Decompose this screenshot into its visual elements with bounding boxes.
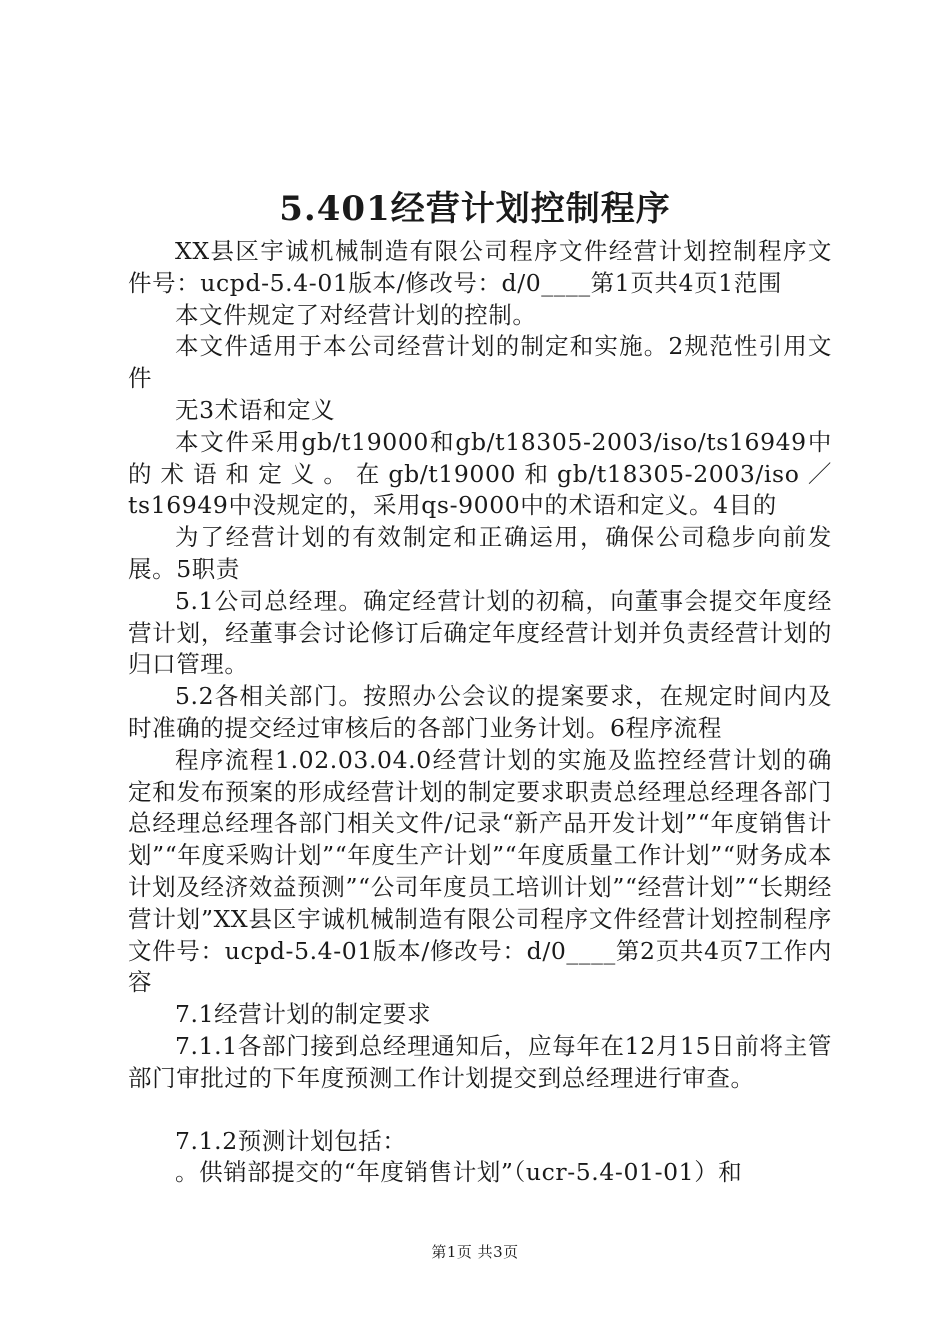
paragraph-section-7-1-2: 7.1.2预测计划包括：: [175, 1126, 407, 1155]
paragraph-section-7-1-1: 7.1.1各部门接到总经理通知后，应每年在12月15日前将主管部门审批过的下年度预测工作计划提交到总经理进行审查。: [128, 1031, 832, 1092]
paragraph-sales-plan: 。供销部提交的“年度销售计划”（ucr-5.4-01-01）和: [175, 1158, 743, 1187]
paragraph-duty-gm: 5.1公司总经理。确定经营计划的初稿，向董事会提交年度经营计划，经董事会讨论修订后确定年度经营计划并负责经营计划的归口管理。: [128, 586, 832, 679]
paragraph-scope: 本文件规定了对经营计划的控制。: [175, 300, 537, 329]
page-footer: 第1页 共3页: [431, 1243, 519, 1261]
paragraph-applicability: 本文件适用于本公司经营计划的制定和实施。2规范性引用文件: [128, 332, 832, 393]
paragraph-terms: 本文件采用gb/t19000和gb/t18305-2003/iso/ts16949中的术语和定义。在gb/t19000和gb/t18305-2003/iso／ts16949中没规定的，采用qs-9000中的术语和定义。4目的: [128, 427, 832, 520]
document-body: [128, 236, 832, 1189]
paragraph-references: 无3术语和定义: [175, 395, 336, 424]
paragraph-header: XX县区宇诚机械制造有限公司程序文件经营计划控制程序文件号：ucpd-5.4-01版本/修改号：d/0____第1页共4页1范围: [128, 237, 832, 297]
paragraph-purpose: 为了经营计划的有效制定和正确运用，确保公司稳步向前发展。5职责: [128, 523, 832, 583]
paragraph-duty-departments: 5.2各相关部门。按照办公会议的提案要求，在规定时间内及时准确的提交经过审核后的各部门业务计划。6程序流程: [128, 682, 832, 742]
document-title: 5.401经营计划控制程序: [279, 189, 671, 229]
paragraph-section-7-1: 7.1经营计划的制定要求: [175, 1000, 432, 1029]
paragraph-process-flow: 程序流程1.02.03.04.0经营计划的实施及监控经营计划的确定和发布预案的形成经营计划的制定要求职责总经理总经理各部门总经理总经理各部门相关文件/记录“新产品开发计划”“年度销售计划”“年度采购计划”“年度生产计划”“年度质量工作计划”“财务成本计划及经济效益预测”“公司年度员工培训计划”“经营计划”“长期经营计划”XX县区宇诚机械制造有限公司程序文件经营计划控制程序文件号：ucpd-5.4-01版本/修改号：d/0____第2页共4页7工作内容: [128, 745, 832, 997]
